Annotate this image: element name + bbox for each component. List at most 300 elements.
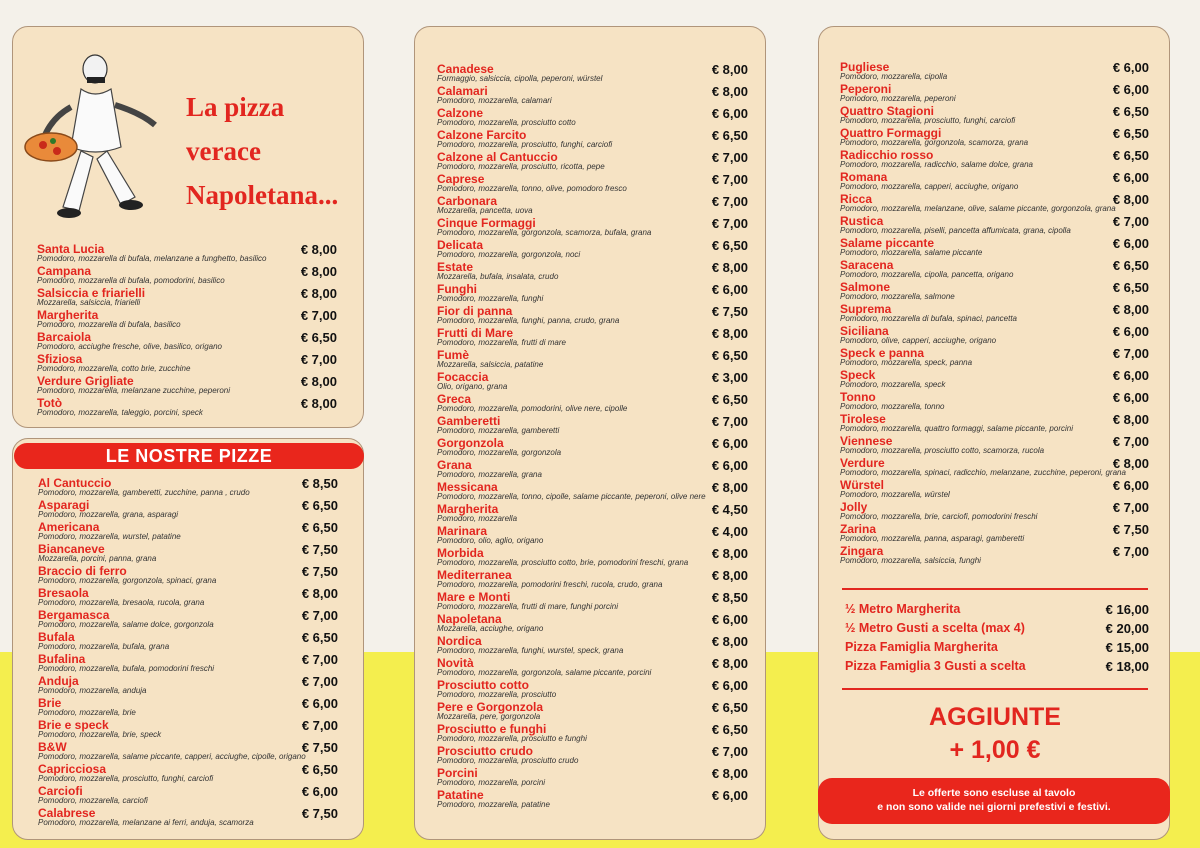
menu-item [437,195,748,217]
item-name: Bufalina [38,652,86,666]
menu-item [38,785,338,807]
item-price: € 6,00 [711,458,748,473]
item-price: € 8,00 [711,546,748,561]
item-price: € 6,50 [711,722,748,737]
item-name: Verdure [840,456,885,470]
item-description: Pomodoro, mozzarella di bufala, basilico [37,320,181,329]
menu-item [840,259,1149,281]
menu-item [437,63,748,85]
item-description: Pomodoro, mozzarella, carciofi [38,796,148,805]
item-price: € 6,50 [1112,258,1149,273]
item-description: Pomodoro, mozzarella, cipolla, pancetta, origano [840,270,1014,279]
item-name: Asparagi [38,498,90,512]
item-description: Pomodoro, mozzarella, funghi, panna, crudo, grana [437,316,620,325]
menu-item [840,149,1149,171]
item-name: Frutti di Mare [437,326,514,340]
item-price: € 8,50 [711,590,748,605]
special-price: € 15,00 [1105,640,1149,655]
item-name: Focaccia [437,370,489,384]
menu-item [840,479,1149,501]
item-name: Napoletana [437,612,502,626]
item-description: Mozzarella, salsiccia, patatine [437,360,544,369]
item-name: Campana [37,264,92,278]
item-description: Pomodoro, mozzarella, prosciutto e funghi [437,734,587,743]
menu-item [37,309,337,331]
item-name: Biancaneve [38,542,105,556]
item-name: Tirolese [840,412,886,426]
menu-item [840,83,1149,105]
item-price: € 8,00 [300,374,337,389]
menu-item [437,459,748,481]
item-price: € 6,00 [711,612,748,627]
menu-item [38,521,338,543]
menu-item [38,543,338,565]
item-price: € 6,50 [301,762,338,777]
item-description: Pomodoro, mozzarella, brie, carciofi, pomodorini freschi [840,512,1038,521]
item-name: Messicana [437,480,498,494]
item-name: Mediterranea [437,568,512,582]
item-description: Mozzarella, porcini, panna, grana [38,554,157,563]
menu-item [437,327,748,349]
item-name: Prosciutto cotto [437,678,529,692]
item-price: € 6,50 [711,348,748,363]
item-price: € 8,00 [1112,456,1149,471]
item-description: Pomodoro, mozzarella, salame dolce, gorgonzola [38,620,214,629]
item-price: € 8,00 [711,480,748,495]
item-name: Suprema [840,302,892,316]
menu-item [37,353,337,375]
item-name: Gamberetti [437,414,501,428]
item-price: € 8,00 [711,84,748,99]
menu-item [840,347,1149,369]
item-name: Margherita [437,502,499,516]
item-price: € 4,50 [711,502,748,517]
menu-item [437,635,748,657]
menu-item [38,807,338,829]
item-name: Patatine [437,788,484,802]
item-price: € 7,00 [1112,434,1149,449]
hero-title-line-2: verace [186,136,261,166]
item-description: Pomodoro, mozzarella, melanzane ai ferri, anduja, scamorza [38,818,254,827]
item-description: Pomodoro, mozzarella di bufala, spinaci, pancetta [840,314,1017,323]
item-price: € 6,00 [711,788,748,803]
item-price: € 8,00 [1112,302,1149,317]
item-price: € 7,50 [301,806,338,821]
item-name: Barcaiola [37,330,92,344]
item-name: Salmone [840,280,891,294]
item-description: Pomodoro, mozzarella, patatine [437,800,550,809]
menu-item [840,127,1149,149]
special-name: ½ Metro Margherita [845,602,961,616]
menu-item [437,525,748,547]
menu-item [840,545,1149,567]
special-offer [845,640,1149,658]
item-price: € 8,00 [711,568,748,583]
item-description: Pomodoro, mozzarella, pomodorini freschi, rucola, crudo, grana [437,580,663,589]
footer-note-line-2: e non sono valide nei giorni prefestivi e festivi. [877,801,1111,813]
item-description: Pomodoro, mozzarella, gorgonzola, spinaci, grana [38,576,217,585]
item-name: Cinque Formaggi [437,216,536,230]
item-price: € 6,00 [1112,170,1149,185]
item-name: Marinara [437,524,488,538]
item-price: € 6,00 [711,106,748,121]
menu-item [437,591,748,613]
item-description: Pomodoro, mozzarella, prosciutto cotto, brie, pomodorini freschi, grana [437,558,689,567]
menu-item [437,173,748,195]
item-name: Pere e Gorgonzola [437,700,544,714]
item-name: Salame piccante [840,236,935,250]
item-name: Radicchio rosso [840,148,934,162]
menu-item [840,215,1149,237]
menu-item [437,239,748,261]
menu-item [840,435,1149,457]
item-name: Estate [437,260,474,274]
item-description: Pomodoro, mozzarella, bresaola, rucola, grana [38,598,205,607]
item-description: Pomodoro, mozzarella, funghi [437,294,544,303]
item-name: Gorgonzola [437,436,504,450]
item-description: Pomodoro, mozzarella, wurstel, patatine [38,532,181,541]
item-name: Tonno [840,390,876,404]
menu-item [437,767,748,789]
menu-item [437,261,748,283]
item-price: € 7,00 [301,652,338,667]
item-name: Greca [437,392,472,406]
item-price: € 6,50 [301,520,338,535]
item-price: € 7,00 [1112,500,1149,515]
special-price: € 18,00 [1105,659,1149,674]
footer-note [818,778,1170,824]
menu-item [37,375,337,397]
special-offer [845,659,1149,677]
item-price: € 6,00 [1112,60,1149,75]
divider-bottom [842,688,1148,690]
item-description: Pomodoro, mozzarella, salame piccante, capperi, acciughe, cipolle, origano [38,752,306,761]
item-name: Carbonara [437,194,498,208]
menu-item [38,741,338,763]
menu-item [437,85,748,107]
item-description: Mozzarella, pancetta, uova [437,206,533,215]
item-name: Ricca [840,192,873,206]
divider-top [842,588,1148,590]
item-price: € 7,00 [300,308,337,323]
item-description: Pomodoro, mozzarella, frutti di mare, funghi porcini [437,602,618,611]
menu-item [437,657,748,679]
item-description: Pomodoro, mozzarella, cipolla [840,72,948,81]
item-price: € 7,50 [1112,522,1149,537]
item-price: € 8,00 [711,766,748,781]
hero-title-line-3: Napoletana... [186,180,339,210]
menu-item [38,477,338,499]
menu-item [840,457,1149,479]
menu-item [37,243,337,265]
item-description: Pomodoro, mozzarella, salsiccia, funghi [840,556,981,565]
item-price: € 6,00 [1112,324,1149,339]
item-description: Pomodoro, mozzarella, gorgonzola, noci [437,250,581,259]
menu-item [840,523,1149,545]
item-description: Pomodoro, mozzarella, tonno, olive, pomodoro fresco [437,184,627,193]
item-description: Pomodoro, mozzarella, gamberetti, zucchine, panna , crudo [38,488,250,497]
item-price: € 7,00 [1112,346,1149,361]
special-price: € 16,00 [1105,602,1149,617]
hero-title-line-1: La pizza [186,92,285,122]
item-price: € 8,00 [711,260,748,275]
item-name: Totò [37,396,63,410]
special-name: Pizza Famiglia 3 Gusti a scelta [845,659,1026,673]
special-name: ½ Metro Gusti a scelta (max 4) [845,621,1025,635]
item-price: € 6,00 [301,696,338,711]
item-description: Pomodoro, mozzarella, frutti di mare [437,338,566,347]
item-description: Mozzarella, bufala, insalata, crudo [437,272,559,281]
item-price: € 7,00 [301,674,338,689]
item-price: € 6,50 [711,238,748,253]
item-name: Pugliese [840,60,890,74]
item-name: Salsiccia e friarielli [37,286,146,300]
item-price: € 6,00 [1112,82,1149,97]
menu-item [840,413,1149,435]
item-price: € 7,00 [711,216,748,231]
item-price: € 8,50 [301,476,338,491]
item-name: Calzone al Cantuccio [437,150,558,164]
item-name: Prosciutto crudo [437,744,534,758]
item-name: Speck [840,368,876,382]
menu-item [437,745,748,767]
item-description: Mozzarella, pere, gorgonzola [437,712,541,721]
item-name: Santa Lucia [37,242,105,256]
item-description: Pomodoro, mozzarella di bufala, melanzane a funghetto, basilico [37,254,267,263]
menu-item [840,303,1149,325]
item-name: Capricciosa [38,762,107,776]
item-description: Pomodoro, mozzarella, prosciutto cotto, scamorza, rucola [840,446,1045,455]
menu-item [38,609,338,631]
item-name: Mare e Monti [437,590,511,604]
menu-item [437,283,748,305]
item-name: Verdure Grigliate [37,374,134,388]
item-name: Americana [38,520,100,534]
menu-item [37,287,337,309]
item-name: Bresaola [38,586,89,600]
item-price: € 6,00 [711,436,748,451]
item-description: Pomodoro, mozzarella [437,514,518,523]
item-name: Quattro Formaggi [840,126,942,140]
menu-item [840,501,1149,523]
menu-item [437,305,748,327]
menu-item [38,697,338,719]
item-price: € 7,00 [711,744,748,759]
item-description: Pomodoro, mozzarella, spinaci, radicchio, melanzane, zucchine, peperoni, grana [840,468,1126,477]
item-description: Pomodoro, mozzarella, tonno [840,402,945,411]
item-name: Sfiziosa [37,352,83,366]
item-description: Pomodoro, mozzarella, prosciutto [437,690,557,699]
item-price: € 7,50 [711,304,748,319]
menu-item [37,265,337,287]
item-description: Pomodoro, mozzarella, melanzane, olive, salame piccante, gorgonzola, grana [840,204,1116,213]
item-name: Novità [437,656,474,670]
item-description: Pomodoro, mozzarella, gorgonzola, scamorza, bufala, grana [437,228,652,237]
item-description: Pomodoro, mozzarella, prosciutto, funghi, carciofi [38,774,214,783]
item-price: € 6,50 [1112,280,1149,295]
item-name: Funghi [437,282,477,296]
aggiunte-title: AGGIUNTE [929,703,1061,731]
item-price: € 6,50 [711,392,748,407]
item-name: Speck e panna [840,346,925,360]
item-price: € 7,50 [301,542,338,557]
item-description: Pomodoro, mozzarella, anduja [38,686,147,695]
item-name: Anduja [38,674,79,688]
item-description: Pomodoro, mozzarella, panna, asparagi, gamberetti [840,534,1025,543]
item-price: € 6,00 [711,282,748,297]
item-price: € 7,50 [301,740,338,755]
item-price: € 6,50 [711,700,748,715]
item-name: Saracena [840,258,894,272]
item-description: Pomodoro, mozzarella, piselli, pancetta affumicata, grana, cipolla [840,226,1071,235]
item-price: € 7,00 [1112,214,1149,229]
item-price: € 7,50 [301,564,338,579]
menu-item [840,61,1149,83]
item-description: Pomodoro, mozzarella, capperi, acciughe, origano [840,182,1019,191]
menu-item [437,679,748,701]
menu-item [437,437,748,459]
item-description: Pomodoro, olive, capperi, acciughe, origano [840,336,997,345]
item-name: Zingara [840,544,884,558]
item-description: Pomodoro, mozzarella, grana [437,470,542,479]
item-price: € 8,00 [711,656,748,671]
item-description: Pomodoro, mozzarella, taleggio, porcini, speck [37,408,203,417]
menu-item [37,331,337,353]
menu-item [38,565,338,587]
aggiunte-price: + 1,00 € [949,736,1041,764]
item-description: Pomodoro, mozzarella, gorgonzola, salame piccante, porcini [437,668,652,677]
item-price: € 6,00 [1112,390,1149,405]
menu-item [38,719,338,741]
menu-item [437,503,748,525]
item-name: Carciofi [38,784,83,798]
item-price: € 6,50 [301,498,338,513]
item-name: Bergamasca [38,608,110,622]
item-price: € 7,00 [711,194,748,209]
menu-item [38,653,338,675]
item-price: € 6,00 [1112,478,1149,493]
item-name: Rustica [840,214,884,228]
menu-item [38,631,338,653]
item-price: € 7,00 [300,352,337,367]
item-description: Pomodoro, mozzarella, radicchio, salame dolce, grana [840,160,1033,169]
item-price: € 8,00 [300,396,337,411]
item-description: Pomodoro, mozzarella, salame piccante [840,248,983,257]
menu-item [437,129,748,151]
item-price: € 6,50 [1112,126,1149,141]
item-description: Olio, origano, grana [437,382,508,391]
menu-item [437,569,748,591]
item-price: € 6,00 [301,784,338,799]
item-price: € 6,00 [1112,236,1149,251]
item-name: Calabrese [38,806,96,820]
item-name: Bufala [38,630,75,644]
item-name: Braccio di ferro [38,564,127,578]
item-price: € 8,00 [300,242,337,257]
item-price: € 7,00 [711,414,748,429]
item-description: Mozzarella, acciughe, origano [437,624,544,633]
menu-item [437,415,748,437]
item-name: Calzone Farcito [437,128,527,142]
item-name: Grana [437,458,472,472]
menu-item [37,397,337,419]
menu-item [437,789,748,811]
item-name: Romana [840,170,888,184]
menu-item [437,613,748,635]
item-description: Pomodoro, mozzarella, calamari [437,96,552,105]
menu-item [437,481,748,503]
item-price: € 7,00 [301,608,338,623]
item-name: Zarina [840,522,877,536]
special-offer [845,602,1149,620]
item-price: € 8,00 [711,634,748,649]
item-description: Pomodoro, mozzarella, brie [38,708,136,717]
item-description: Pomodoro, mozzarella, salmone [840,292,955,301]
item-description: Pomodoro, mozzarella, bufala, grana [38,642,170,651]
special-name: Pizza Famiglia Margherita [845,640,998,654]
item-description: Pomodoro, mozzarella, speck [840,380,946,389]
item-description: Pomodoro, mozzarella, cotto brie, zucchine [37,364,191,373]
footer-note-line-1: Le offerte sono escluse al tavolo [912,787,1076,799]
item-description: Pomodoro, mozzarella, prosciutto, funghi, carciofi [840,116,1016,125]
item-price: € 6,00 [711,678,748,693]
item-name: Prosciutto e funghi [437,722,547,736]
item-name: Caprese [437,172,485,186]
item-description: Pomodoro, mozzarella, würstel [840,490,950,499]
section-header-le-nostre-pizze: LE NOSTRE PIZZE [14,443,364,469]
menu-item [840,391,1149,413]
special-offer [845,621,1149,639]
item-description: Pomodoro, mozzarella, grana, asparagi [38,510,179,519]
item-price: € 8,00 [300,286,337,301]
item-price: € 7,00 [1112,544,1149,559]
item-description: Pomodoro, mozzarella, prosciutto, ricotta, pepe [437,162,605,171]
item-price: € 8,00 [711,326,748,341]
item-price: € 8,00 [1112,412,1149,427]
item-price: € 8,00 [301,586,338,601]
item-description: Pomodoro, mozzarella, gamberetti [437,426,560,435]
item-name: Morbida [437,546,484,560]
item-description: Pomodoro, olio, aglio, origano [437,536,544,545]
menu-item [840,105,1149,127]
menu-item [437,701,748,723]
item-description: Pomodoro, mozzarella, peperoni [840,94,956,103]
item-name: Nordica [437,634,482,648]
item-name: Viennese [840,434,893,448]
pulcinella-chef-illustration [23,47,173,227]
item-description: Pomodoro, mozzarella, gorgonzola, scamorza, grana [840,138,1029,147]
menu-item [38,499,338,521]
item-price: € 7,00 [711,150,748,165]
item-name: Canadese [437,62,494,76]
menu-item [437,217,748,239]
item-description: Pomodoro, mozzarella, prosciutto cotto [437,118,576,127]
item-description: Pomodoro, mozzarella, prosciutto crudo [437,756,579,765]
menu-item [840,237,1149,259]
menu-item [840,369,1149,391]
item-price: € 4,00 [711,524,748,539]
menu-item [437,107,748,129]
item-description: Pomodoro, mozzarella, quattro formaggi, salame piccante, porcini [840,424,1073,433]
item-price: € 6,50 [301,630,338,645]
item-name: Al Cantuccio [38,476,112,490]
item-name: Peperoni [840,82,892,96]
item-name: Margherita [37,308,99,322]
item-description: Pomodoro, mozzarella, brie, speck [38,730,162,739]
item-price: € 6,00 [1112,368,1149,383]
menu-item [437,723,748,745]
item-description: Pomodoro, mozzarella, melanzane zucchine, peperoni [37,386,230,395]
